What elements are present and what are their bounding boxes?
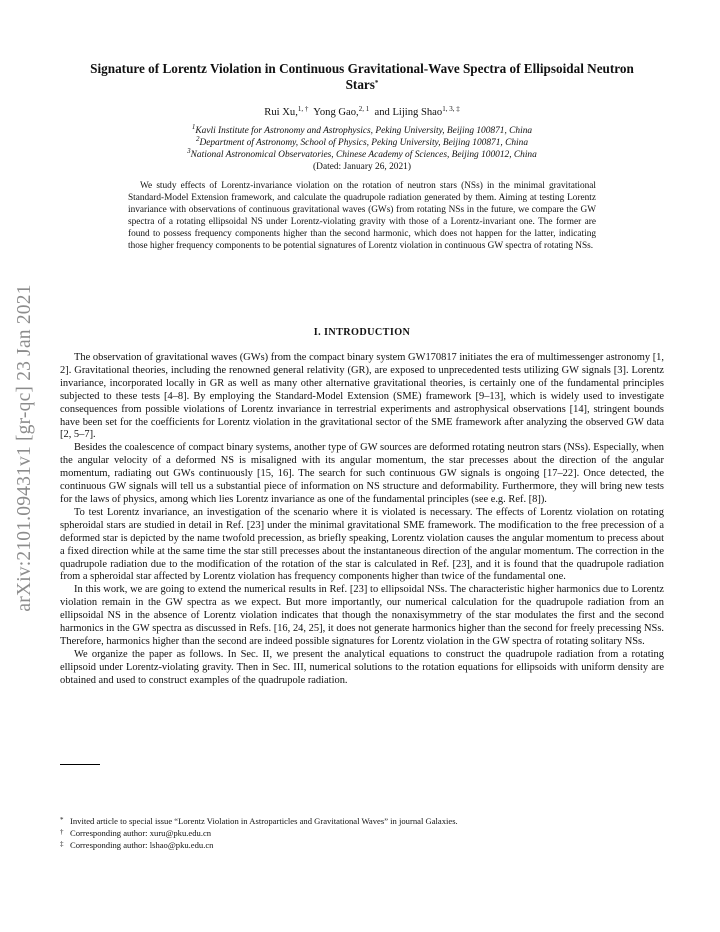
- paragraph: We organize the paper as follows. In Sec. II, we present the analytical equations to construct the quadrupole radiation from a rotating ellipsoid under Lorentz-violating gravity. Then in Sec. III, numerical solutions to the rotation equations for ellipsoids with uniform density are obtained and used to construct examples of the quadrupole radiation.: [60, 648, 664, 686]
- title-footnote-mark: *: [374, 79, 379, 87]
- abstract-text: We study effects of Lorentz-invariance violation on the rotation of neutron stars (NSs) in the minimal gravitational Standard-Model Extension framework, and calculate the quadrupole radiation generated by them. Aiming at testing Lorentz invariance with observations of continuous gravitational waves (GWs) from rotating NSs in the future, we compare the GW spectra of a rotating ellipsoidal NS under Lorentz-violating gravity with those of a Lorentz-invariant one. The former are found to possess frequency components higher than the second harmonic, which does not happen for the latter, indicating those higher frequency components to be potential signatures of Lorentz violation in continuous GW spectra of rotating NSs.: [128, 181, 596, 251]
- footnote-mark: †: [60, 828, 64, 837]
- footnote: [60, 827, 664, 839]
- body-text: [60, 352, 664, 688]
- date-line: (Dated: January 26, 2021): [313, 162, 411, 172]
- footnote: [60, 815, 664, 827]
- footnote-mark: ‡: [60, 840, 64, 849]
- author-line: [80, 107, 644, 118]
- affiliation-text: Kavli Institute for Astronomy and Astrophysics, Peking University, Beijing 100871, China: [195, 126, 533, 136]
- arxiv-identifier: [8, 238, 42, 658]
- footnote-text: Corresponding author: xuru@pku.edu.cn: [70, 828, 212, 839]
- footnote-mark: *: [60, 816, 64, 824]
- affiliation: [80, 137, 644, 149]
- arxiv-id-text: arXiv:2101.09431v1 [gr-qc] 23 Jan 2021: [14, 284, 35, 612]
- author-name: Rui Xu,: [264, 107, 298, 118]
- author-affiliation-mark: 1, †: [297, 105, 309, 113]
- affiliation: [80, 125, 644, 137]
- title-text: Signature of Lorentz Violation in Continuous Gravitational-Wave Spectra of Ellipsoidal Neutron Stars: [90, 61, 634, 92]
- author-name: Yong Gao,: [313, 107, 359, 118]
- paragraph: In this work, we are going to extend the numerical results in Ref. [23] to ellipsoidal NSs. The characteristic higher harmonics due to Lorentz violation remain in the GW spectra as we expect. But more importantly, our numerical calculation for the quadrupole radiation from an ellipsoidal NS in the absence of Lorentz violation indicates that though the nonaxisymmetry of the star modulates the first and the second harmonics in the GW spectra as discussed in Refs. [16, 24, 25], it does not generate harmonics higher than the second for freely precessing NSs. Therefore, harmonics higher than the second are indeed possible signatures for Lorentz violation in the GW spectra of rotating solitary NSs.: [60, 584, 664, 647]
- section-heading: I. INTRODUCTION: [313, 327, 411, 338]
- affiliation: [80, 149, 644, 161]
- paragraph: The observation of gravitational waves (GWs) from the compact binary system GW170817 initiates the era of multimessenger astronomy [1, 2]. Gravitational theories, including the renowned general relativity (GR), are exposed to unprecedented tests utilizing GW signals [3]. Lorentz invariance, incorporated locally in GR as well as many other alternative gravitational theories, is certainly one of the fundamental principles subjected to these tests [4–8]. By employing the Standard-Model Extension (SME) framework [9–13], which is widely used to investigate consequences from possible violations of Lorentz invariance in terrestrial experiments and astrophysical observations [14], stringent bounds have been set for the coefficients for Lorentz violation in the gravitational sector of the SME framework after analyzing the observed GW data [2, 5–7].: [60, 352, 664, 441]
- author-name: and Lijing Shao: [374, 107, 443, 118]
- footnotes: [60, 815, 664, 852]
- footnote-text: Corresponding author: lshao@pku.edu.cn: [70, 840, 214, 851]
- paragraph: To test Lorentz invariance, an investigation of the scenario where it is violated is necessary. The effects of Lorentz violation on rotating spheroidal stars are studied in detail in Ref. [23] under the minimal gravitational SME framework. The modification to the free precession of a deformed star is depicted by the name twofold precession, as briefly speaking, Lorentz violation causes the angular momentum to precess about a fixed direction while at the same time the star still precesses about the instantaneous direction of the angular momentum. The correction in the quadrupole radiation due to the modification of the rotation of the star is calculated in Ref. [23], and it is found that the quadrupole radiation from a spheroidal star affected by Lorentz violation has frequency components higher than twice of the fundamental one.: [60, 506, 664, 583]
- footnote: [60, 839, 664, 851]
- affiliation-text: National Astronomical Observatories, Chinese Academy of Sciences, Beijing 100012, China: [190, 150, 537, 160]
- paragraph: Besides the coalescence of compact binary systems, another type of GW sources are deformed rotating neutron stars (NSs). Especially, when the angular velocity of a deformed NS is misaligned with its angular momentum, the star precesses about the direction of the angular momentum, radiating out GWs continuously [15, 16]. The search for such continuous GW signals is ongoing [17–22]. Once detected, the continuous GW signals will tell us a substantial piece of information on NS structure and deformability. Furthermore, they will bring new tests for the laws of physics, among which lies Lorentz invariance as one of the fundamental principles (see e.g. Ref. [8]).: [60, 442, 664, 505]
- footnote-rule: [60, 764, 100, 765]
- paper-title: [80, 61, 644, 93]
- affiliation-text: Department of Astronomy, School of Physics, Peking University, Beijing 100871, China: [199, 138, 529, 148]
- affiliation-number: 2: [195, 135, 200, 143]
- footnote-text: Invited article to special issue “Lorentz Violation in Astroparticles and Gravitational Waves” in journal Galaxies.: [70, 816, 458, 826]
- abstract: [128, 181, 596, 252]
- author-affiliation-mark: 1, 3, ‡: [442, 105, 460, 113]
- affiliation-number: 1: [191, 123, 196, 131]
- affiliation-number: 3: [187, 147, 191, 155]
- author-affiliation-mark: 2, 1: [358, 105, 370, 113]
